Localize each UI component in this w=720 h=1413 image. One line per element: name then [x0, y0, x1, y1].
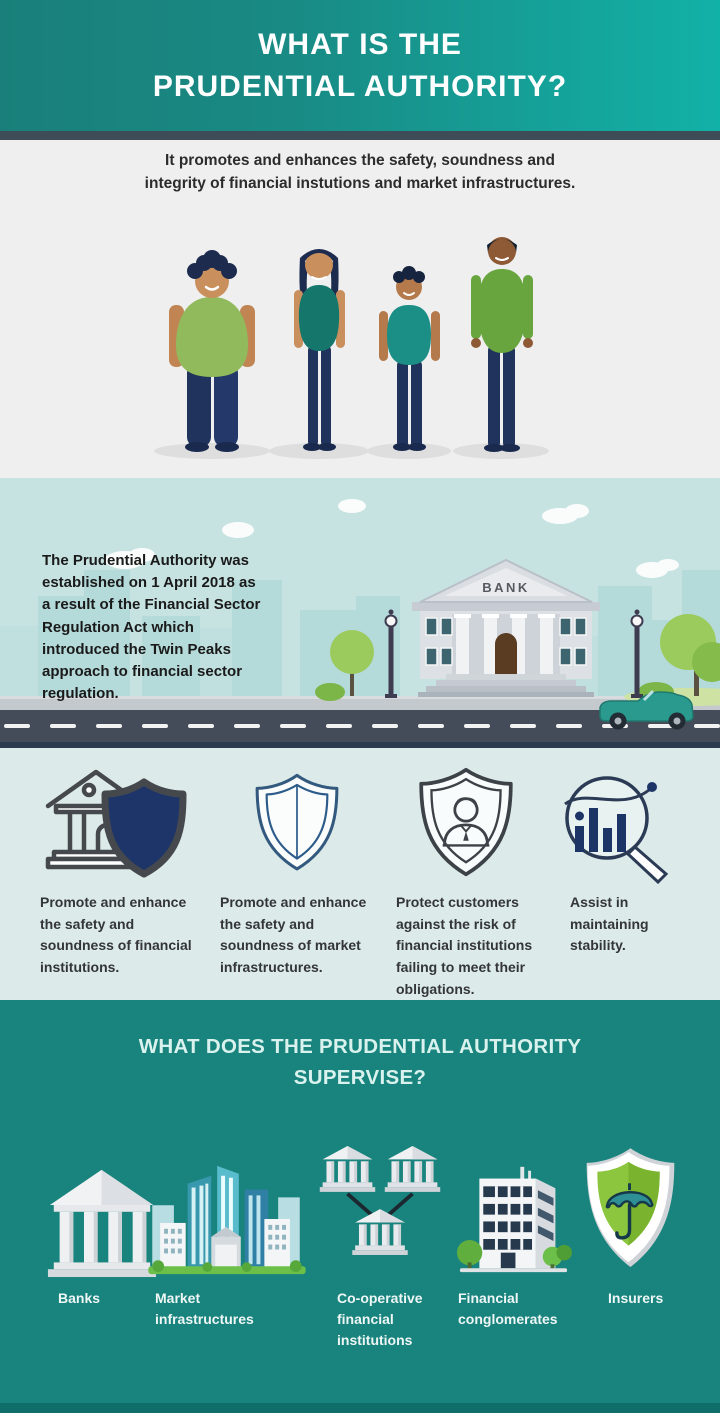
magnifier-chart-icon — [535, 762, 690, 884]
person-2 — [294, 249, 345, 451]
function-item-stability — [570, 762, 690, 957]
bank-sign: BANK — [482, 580, 530, 595]
supervise-label-conglomerates: Financial conglomerates — [458, 1290, 558, 1327]
person-3 — [379, 266, 440, 451]
function-text: Assist in maintaining stability. — [570, 894, 649, 954]
city-skyline-icon — [148, 1160, 306, 1278]
city-scene-section — [0, 478, 720, 748]
supervise-label-banks: Banks — [58, 1290, 101, 1306]
supervise-icons-row — [0, 1118, 720, 1278]
bank-building-icon — [46, 1166, 158, 1278]
page-title — [153, 24, 567, 107]
page-title-line1: WHAT IS THE — [258, 28, 462, 62]
function-text: Promote and enhance the safety and soundness of financial institutions. — [40, 894, 192, 976]
supervise-label-cooperative: Co-operative financial institutions — [337, 1290, 423, 1348]
function-text: Protect customers against the risk of financial institutions failing to meet their obligations. — [396, 894, 533, 997]
supervise-label-insurers: Insurers — [608, 1290, 664, 1306]
office-building-icon — [452, 1161, 574, 1278]
intro-section — [0, 140, 720, 478]
intro-text-line1: It promotes and enhances the safety, soundness and — [165, 152, 555, 169]
function-item-market-infrastructures — [220, 762, 368, 979]
customer-shield-icon — [396, 762, 548, 884]
footer-strip — [0, 1403, 720, 1413]
function-text: Promote and enhance the safety and soundness of market infrastructures. — [220, 894, 367, 976]
cooperative-network-icon — [315, 1144, 445, 1278]
establishment-text: The Prudential Authority was established on 1 April 2018 as a result of the Financial Sector Regulation Act which introduced the Twin Peaks approach to financial sector regulation. — [42, 552, 261, 703]
function-item-financial-institutions — [40, 762, 192, 979]
people-illustration — [140, 195, 580, 465]
person-4 — [471, 237, 533, 452]
supervise-label-market-infrastructures: Market infrastructures — [155, 1290, 254, 1327]
header-shadow-divider — [0, 131, 720, 140]
header-banner — [0, 0, 720, 131]
supervise-title: WHAT DOES THE PRUDENTIAL AUTHORITY SUPERVISE? — [138, 1035, 582, 1089]
supervise-section — [0, 1000, 720, 1413]
page-title-line2: PRUDENTIAL AUTHORITY? — [152, 69, 568, 103]
bank-shield-icon — [40, 762, 192, 884]
shield-outline-icon — [232, 762, 368, 884]
intro-text-line2: integrity of financial instutions and market infrastructures. — [144, 175, 576, 193]
intro-text — [0, 140, 720, 196]
functions-section — [0, 748, 720, 1000]
person-1 — [169, 250, 255, 452]
function-item-protect-customers — [396, 762, 548, 1000]
umbrella-shield-icon — [574, 1146, 686, 1278]
